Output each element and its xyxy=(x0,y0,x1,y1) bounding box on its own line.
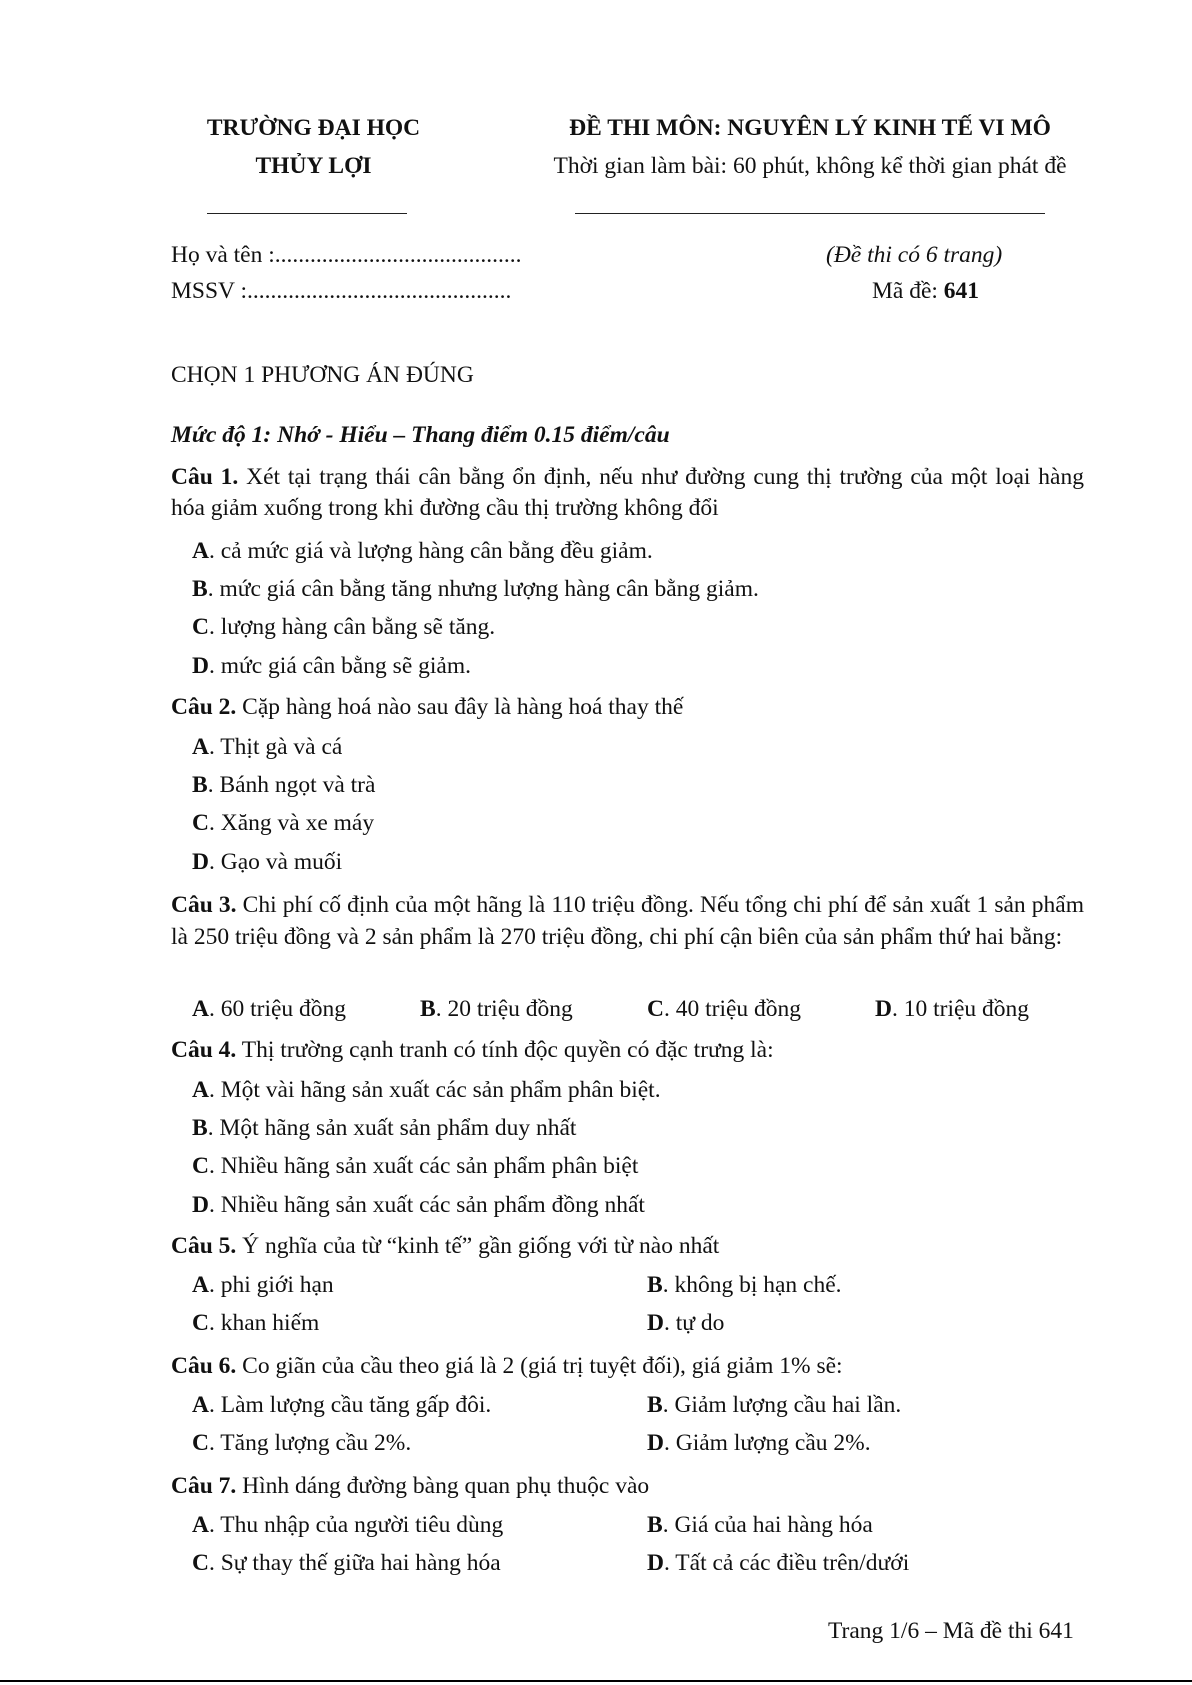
option-3d: D. 10 triệu đồng xyxy=(875,996,1030,1022)
question-text: Ý nghĩa của từ “kinh tế” gần giống với từ nào nhất xyxy=(236,1233,720,1259)
question-3 xyxy=(171,889,1084,953)
option-6d: D. Giảm lượng cầu 2%. xyxy=(647,1430,871,1456)
option-4c: C. Nhiều hãng sản xuất các sản phẩm phân biệt xyxy=(192,1153,639,1179)
header-left-divider xyxy=(207,213,407,214)
option-3c: C. 40 triệu đồng xyxy=(647,996,802,1022)
option-5b: B. không bị hạn chế. xyxy=(647,1272,842,1298)
exam-title: ĐỀ THI MÔN: NGUYÊN LÝ KINH TẾ VI MÔ xyxy=(569,115,1051,141)
page-footer: Trang 1/6 – Mã đề thi 641 xyxy=(828,1618,1074,1644)
question-text: Hình dáng đường bàng quan phụ thuộc vào xyxy=(236,1473,650,1499)
option-4d: D. Nhiều hãng sản xuất các sản phẩm đồng nhất xyxy=(192,1192,645,1218)
header-right-divider xyxy=(575,213,1045,214)
option-1b: B. mức giá cân bằng tăng nhưng lượng hàng cân bằng giảm. xyxy=(192,576,759,602)
option-4b: B. Một hãng sản xuất sản phẩm duy nhất xyxy=(192,1115,577,1141)
option-2b: B. Bánh ngọt và trà xyxy=(192,772,376,798)
question-text: Chi phí cố định của một hãng là 110 triệu đồng. Nếu tổng chi phí để sản xuất 1 sản phẩm là 250 triệu đồng và 2 sản phẩm là 270 triệu đồng, chi phí cận biên của sản phẩm thứ hai bằng: xyxy=(171,892,1084,950)
question-label: Câu 7. xyxy=(171,1473,237,1499)
question-7 xyxy=(171,1471,1084,1502)
exam-code xyxy=(872,276,979,307)
question-label: Câu 3. xyxy=(171,892,237,918)
option-7a: A. Thu nhập của người tiêu dùng xyxy=(192,1512,504,1538)
question-text: Thị trường cạnh tranh có tính độc quyền có đặc trưng là: xyxy=(236,1037,774,1063)
question-label: Câu 5. xyxy=(171,1233,237,1259)
option-2d: D. Gạo và muối xyxy=(192,849,343,875)
question-2 xyxy=(171,692,1084,723)
question-5 xyxy=(171,1231,1084,1262)
option-3a: A. 60 triệu đồng xyxy=(192,996,347,1022)
option-2c: C. Xăng và xe máy xyxy=(192,810,375,836)
question-label: Câu 1. xyxy=(171,464,239,490)
option-4a: A. Một vài hãng sản xuất các sản phẩm phân biệt. xyxy=(192,1077,661,1103)
option-1a: A. cả mức giá và lượng hàng cân bằng đều giảm. xyxy=(192,538,653,564)
school-name-line1: TRƯỜNG ĐẠI HỌC xyxy=(206,115,421,141)
question-label: Câu 2. xyxy=(171,694,237,720)
level-heading: Mức độ 1: Nhớ - Hiểu – Thang điểm 0.15 điểm/câu xyxy=(171,422,670,448)
option-5c: C. khan hiếm xyxy=(192,1310,320,1336)
question-6 xyxy=(171,1351,1084,1382)
option-6b: B. Giảm lượng cầu hai lần. xyxy=(647,1392,902,1418)
option-5a: A. phi giới hạn xyxy=(192,1272,334,1298)
school-name-line2: THỦY LỢI xyxy=(255,153,372,179)
question-text: Xét tại trạng thái cân bằng ổn định, nếu như đường cung thị trường của một loại hàng hóa giảm xuống trong khi đường cầu thị trường không đổi xyxy=(171,464,1084,521)
exam-code-label: Mã đề: xyxy=(872,278,944,304)
option-1d: D. mức giá cân bằng sẽ giảm. xyxy=(192,653,471,679)
option-5d: D. tự do xyxy=(647,1310,725,1336)
exam-code-value: 641 xyxy=(943,278,980,304)
option-7d: D. Tất cả các điều trên/dưới xyxy=(647,1550,910,1576)
question-text: Cặp hàng hoá nào sau đây là hàng hoá thay thế xyxy=(236,694,684,720)
question-1 xyxy=(171,462,1084,523)
instruction: CHỌN 1 PHƯƠNG ÁN ĐÚNG xyxy=(171,362,474,388)
page-bottom-edge xyxy=(0,1680,1192,1682)
student-name-field: Họ và tên :.......................................... xyxy=(171,242,522,268)
option-2a: A. Thịt gà và cá xyxy=(192,734,343,760)
option-6a: A. Làm lượng cầu tăng gấp đôi. xyxy=(192,1392,492,1418)
exam-time: Thời gian làm bài: 60 phút, không kể thời gian phát đề xyxy=(553,153,1067,179)
option-3b: B. 20 triệu đồng xyxy=(420,996,573,1022)
question-label: Câu 6. xyxy=(171,1353,237,1379)
question-label: Câu 4. xyxy=(171,1037,237,1063)
student-id-field: MSSV :............................................. xyxy=(171,278,512,304)
option-6c: C. Tăng lượng cầu 2%. xyxy=(192,1430,412,1456)
option-7b: B. Giá của hai hàng hóa xyxy=(647,1512,873,1538)
pages-note: (Đề thi có 6 trang) xyxy=(826,242,1003,268)
question-text: Co giãn của cầu theo giá là 2 (giá trị tuyệt đối), giá giảm 1% sẽ: xyxy=(236,1353,843,1379)
option-1c: C. lượng hàng cân bằng sẽ tăng. xyxy=(192,614,496,640)
question-4 xyxy=(171,1035,1084,1066)
option-7c: C. Sự thay thế giữa hai hàng hóa xyxy=(192,1550,501,1576)
